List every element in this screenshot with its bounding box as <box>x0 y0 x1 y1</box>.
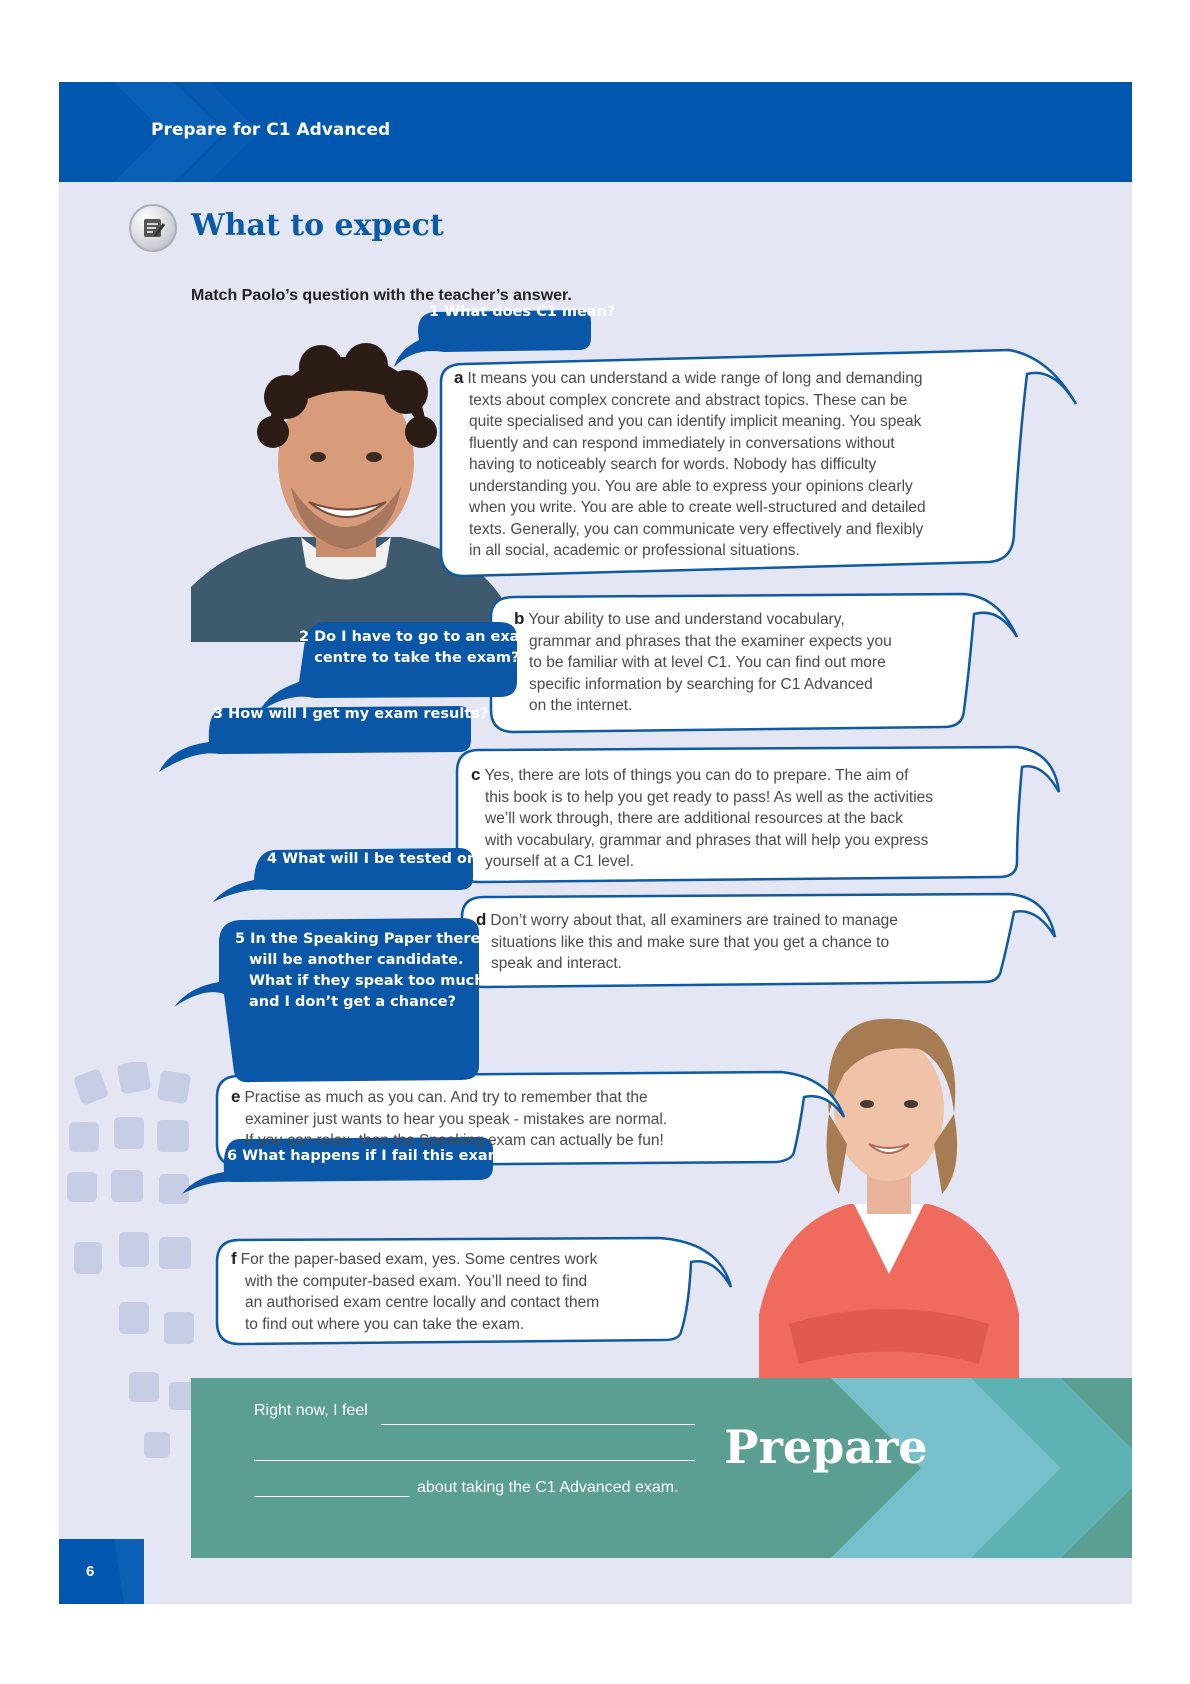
answer-a-line: in all social, academic or professional situations. <box>469 542 800 559</box>
answer-e <box>231 1086 667 1152</box>
question-2-line-2: centre to take the exam? <box>314 650 520 666</box>
answer-letter: d <box>476 910 487 929</box>
answer-e-line: If you can relax, then the Speaking exam can actually be fun! <box>245 1132 664 1149</box>
question-5-line-1: 5 In the Speaking Paper there <box>235 931 481 947</box>
answer-e-line: examiner just wants to hear you speak - mistakes are normal. <box>245 1110 668 1128</box>
answer-letter: e <box>231 1087 241 1106</box>
question-5-line-4: and I don’t get a chance? <box>249 994 457 1010</box>
question-6-line: 6 What happens if I fail this exam? <box>227 1148 512 1164</box>
answer-a-line: understanding you. You are able to express your opinions clearly <box>469 477 913 495</box>
section-title: What to expect <box>191 208 444 243</box>
feel-blank-2[interactable] <box>254 1460 695 1461</box>
answer-b-line: Your ability to use and understand vocabulary, <box>528 611 845 628</box>
answer-a-line: texts about complex concrete and abstract topics. These can be <box>469 391 908 409</box>
answer-d-line: Don’t worry about that, all examiners are trained to manage <box>490 912 898 929</box>
answer-letter: f <box>231 1249 237 1268</box>
page-number: 6 <box>86 1563 95 1580</box>
question-2-line-1: 2 Do I have to go to an exam <box>299 629 535 645</box>
answer-c-line: yourself at a C1 level. <box>485 853 635 870</box>
page <box>59 82 1132 1604</box>
answer-f-line: For the paper-based exam, yes. Some centres work <box>240 1251 598 1268</box>
question-1-line: 1 What does C1 mean? <box>429 304 616 320</box>
feel-line-3-text: about taking the C1 Advanced exam. <box>417 1479 679 1496</box>
question-1 <box>429 302 615 323</box>
answer-letter: a <box>454 368 464 387</box>
question-3 <box>213 704 488 725</box>
answer-f-line: an authorised exam centre locally and contact them <box>245 1294 600 1311</box>
answer-a-line: texts. Generally, you can communicate very effectively and flexibly <box>469 520 924 538</box>
answer-d-line: speak and interact. <box>491 955 622 972</box>
answer-f-line: with the computer-based exam. You’ll need to find <box>245 1272 588 1290</box>
answer-b-line: on the internet. <box>529 697 633 714</box>
answer-e-line: Practise as much as you can. And try to remember that the <box>244 1089 648 1106</box>
answer-a-line: It means you can understand a wide range of long and demanding <box>467 370 923 387</box>
answer-d <box>476 909 898 975</box>
answer-f <box>231 1248 599 1335</box>
answer-a-line: when you write. You are able to create well-structured and detailed <box>469 499 926 516</box>
question-4-line: 4 What will I be tested on? <box>267 851 486 867</box>
prepare-word: Prepare <box>724 1420 928 1474</box>
instruction: Match Paolo’s question with the teacher’s answer. <box>191 287 572 304</box>
answer-d-line: situations like this and make sure that you get a chance to <box>491 933 890 951</box>
answer-f-line: to find out where you can take the exam. <box>245 1315 525 1333</box>
feel-line-1-text: Right now, I feel <box>254 1402 368 1419</box>
question-3-line: 3 How will I get my exam results? <box>213 706 489 722</box>
answer-b-line: grammar and phrases that the examiner expects you <box>529 632 892 650</box>
answer-c <box>471 764 933 873</box>
answer-c-line: Yes, there are lots of things you can do to prepare. The aim of <box>484 767 909 784</box>
answer-a-line: quite specialised and you can identify implicit meaning. You speak <box>469 413 922 430</box>
question-2 <box>299 627 535 669</box>
answer-letter: c <box>471 765 481 784</box>
answer-c-line: this book is to help you get ready to pass! As well as the activities <box>485 788 934 806</box>
answer-c-line: we’ll work through, there are additional resources at the back <box>485 810 903 827</box>
speech-bubbles <box>59 82 1132 1382</box>
answer-b <box>514 608 892 717</box>
feel-blank-3[interactable] <box>254 1496 410 1497</box>
answer-a-line: fluently and can respond immediately in conversations without <box>469 434 895 452</box>
answer-a <box>454 367 926 562</box>
feel-blank-1[interactable] <box>381 1424 695 1425</box>
page-number-box <box>59 1539 144 1604</box>
answer-b-line: specific information by searching for C1 Advanced <box>529 675 873 693</box>
question-5-line-3: What if they speak too much <box>249 973 485 989</box>
question-5-line-2: will be another candidate. <box>249 952 464 968</box>
header-title: Prepare for C1 Advanced <box>151 120 391 140</box>
answer-b-line: to be familiar with at level C1. You can find out more <box>529 654 886 671</box>
answer-a-line: having to noticeably search for words. Nobody has difficulty <box>469 456 877 473</box>
question-5 <box>235 929 485 1013</box>
question-4 <box>267 849 486 870</box>
answer-letter: b <box>514 609 525 628</box>
answer-c-line: with vocabulary, grammar and phrases that will help you express <box>485 831 929 849</box>
